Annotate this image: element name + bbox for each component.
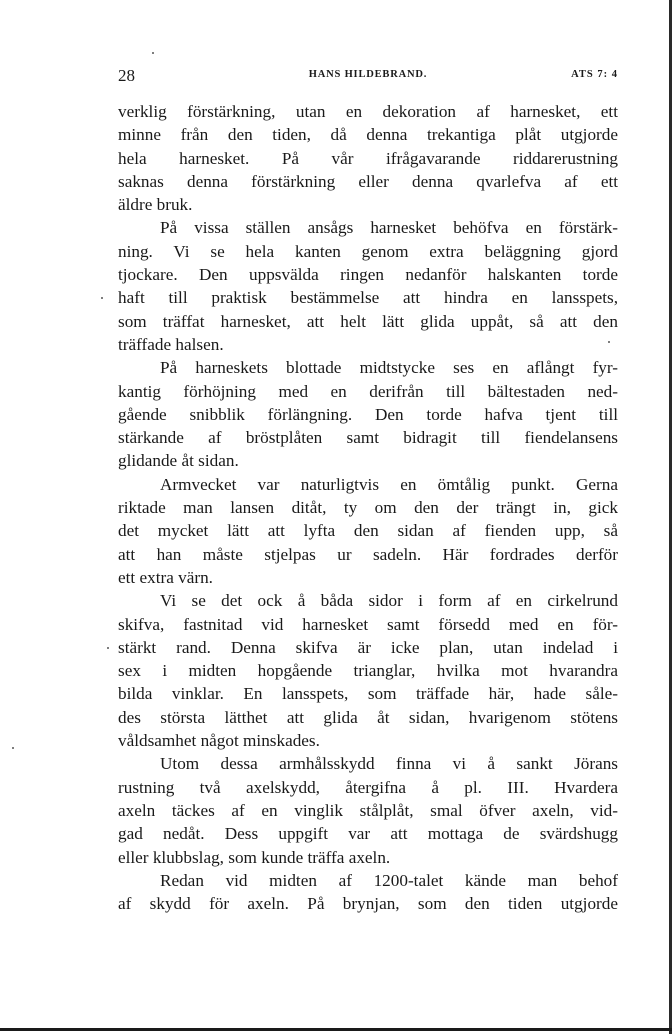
body-text <box>118 100 618 915</box>
text-line: skifva, fastnitad vid harnesket samt försedd med en för- <box>118 614 618 634</box>
text-line: tjockare. Den uppsvälda ringen nedanför halskanten torde <box>118 265 618 285</box>
paragraph <box>118 473 618 589</box>
text-line: hela harnesket. På vår ifrågavarande riddarerustning <box>118 148 618 168</box>
text-line: gående snibblik förlängning. Den torde hafva tjent till <box>118 404 618 424</box>
text-line: På harneskets blottade midtstycke ses en aflångt fyr- <box>160 358 618 378</box>
text-line: des största lätthet att glida åt sidan, hvarigenom stötens <box>118 707 618 727</box>
text-line: haft till praktisk bestämmelse att hindra en lansspets, <box>118 288 618 308</box>
text-line: stärkande af bröstplåten samt bidragit till fiendelansens <box>118 428 618 448</box>
text-line: kantig förhöjning med en derifrån till bältestaden ned- <box>118 381 618 401</box>
text-line: våldsamhet något minskades. <box>118 731 320 751</box>
print-speck <box>608 341 610 343</box>
text-line: eller klubbslag, som kunde träffa axeln. <box>118 847 391 867</box>
text-line: ett extra värn. <box>118 567 213 587</box>
text-line: verklig förstärkning, utan en dekoration af harnesket, ett <box>118 102 618 121</box>
text-line: Utom dessa armhålsskydd finna vi å sankt Jörans <box>160 754 618 774</box>
text-line: bilda vinklar. En lansspets, som träffade här, hade såle- <box>118 684 618 704</box>
paragraph <box>118 356 618 472</box>
page-header <box>118 66 618 86</box>
text-line: rustning två axelskydd, återgifna å pl. III. Hvardera <box>118 777 618 797</box>
paragraph <box>118 869 618 916</box>
bottom-rule <box>0 1028 672 1031</box>
text-line: sex i midten hopgående trianglar, hvilka mot hvarandra <box>118 661 618 681</box>
text-line: ning. Vi se hela kanten genom extra beläggning gjord <box>118 241 618 261</box>
print-speck <box>101 297 103 299</box>
text-line: Redan vid midten af 1200-talet kände man behof <box>160 870 618 890</box>
text-line: gad nedåt. Dess uppgift var att mottaga de svärdshugg <box>118 824 618 844</box>
print-speck <box>152 52 154 54</box>
text-line: axeln täckes af en vinglik stålplåt, smal öfver axeln, vid- <box>118 800 618 820</box>
text-line: glidande åt sidan. <box>118 451 239 471</box>
paragraph <box>118 100 618 216</box>
text-line: Armvecket var naturligtvis en ömtålig punkt. Gerna <box>160 474 618 494</box>
text-line: På vissa ställen ansågs harnesket behöfva en förstärk- <box>160 218 618 238</box>
text-line: äldre bruk. <box>118 195 193 215</box>
text-line: träffade halsen. <box>118 334 224 354</box>
series-reference: ATS 7: 4 <box>571 69 618 80</box>
text-line: Vi se det ock å båda sidor i form af en cirkelrund <box>160 591 618 611</box>
print-speck <box>107 647 109 649</box>
page-number: 28 <box>118 66 135 85</box>
text-line: riktade man lansen ditåt, ty om den der trängt in, gick <box>118 498 618 518</box>
text-line: det mycket lätt att lyfta den sidan af fienden upp, så <box>118 521 618 541</box>
text-line: saknas denna förstärkning eller denna qvarlefva af ett <box>118 171 618 191</box>
text-line: som träffat harnesket, att helt lätt glida uppåt, så att den <box>118 311 618 331</box>
text-line: stärkt rand. Denna skifva är icke plan, utan indelad i <box>118 637 618 657</box>
paragraph <box>118 589 618 752</box>
text-line: att han måste stjelpas ur sadeln. Här fordrades derför <box>118 544 618 564</box>
running-head: HANS HILDEBRAND. <box>308 69 428 80</box>
print-speck <box>12 747 14 749</box>
paragraph <box>118 752 618 868</box>
text-line: af skydd för axeln. På brynjan, som den tiden utgjorde <box>118 894 618 914</box>
text-line: minne från den tiden, då denna trekantiga plåt utgjorde <box>118 125 618 145</box>
paragraph <box>118 216 618 356</box>
